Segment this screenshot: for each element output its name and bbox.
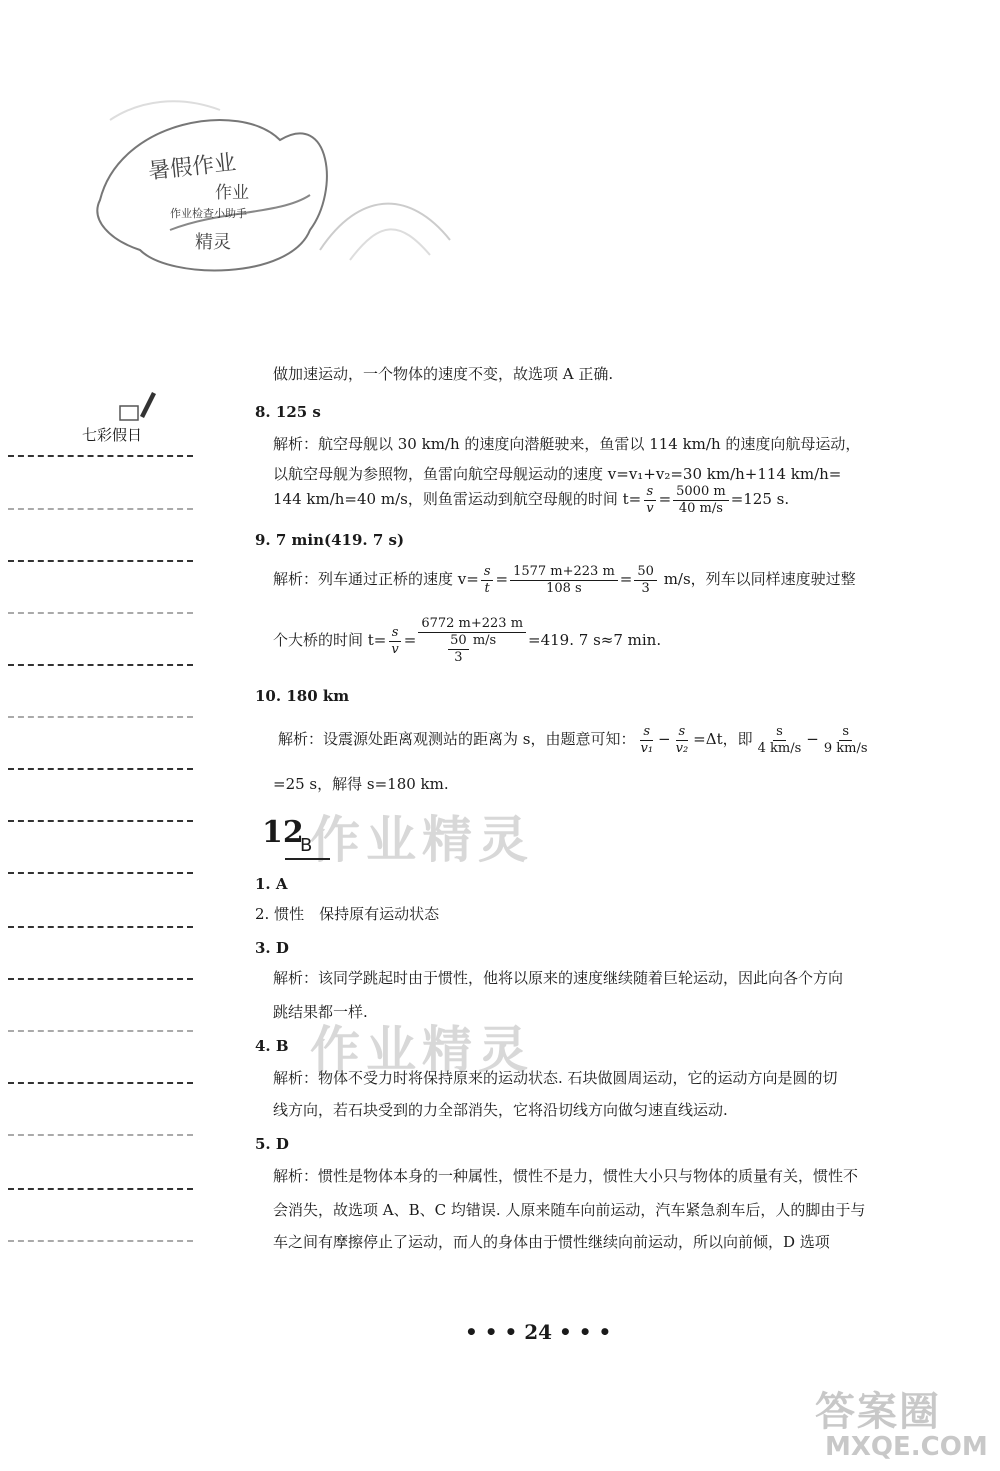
b2-answer: 2. 惯性 保持原有运动状态 <box>255 905 440 923</box>
q9-line1-text: 解析：列车通过正桥的速度 v= <box>273 570 479 588</box>
q9-line2-text: 个大桥的时间 t= <box>273 631 387 649</box>
dash-rule <box>8 612 193 614</box>
dash-rule <box>8 508 193 510</box>
q9-answer: 9. 7 min(419. 7 s) <box>255 531 405 549</box>
fraction-speed: $\frac{1577 m+223 m}{108 s}$ <box>510 564 618 597</box>
dash-rule <box>8 820 193 822</box>
b5-line3: 车之间有摩擦停止了运动，而人的身体由于惯性继续向前运动，所以向前倾，D 选项 <box>273 1233 830 1251</box>
b4-line2: 线方向，若石块受到的力全部消失，它将沿切线方向做匀速直线运动. <box>273 1101 728 1119</box>
dash-rule <box>8 1030 193 1032</box>
b4-answer: 4. B <box>255 1037 289 1055</box>
stamp-subtitle: 作业 <box>215 183 249 203</box>
dash-rule <box>8 716 193 718</box>
q9-line2: 个大桥的时间 t= $\frac{s}{v}$ = 6772 m+223 m $\frac{50}{3}$ m/s =419. 7 s≈7 min. <box>273 616 662 665</box>
q9-line1-tail: m/s，列车以同样速度驶过整 <box>663 570 856 588</box>
q9-line1: 解析：列车通过正桥的速度 v= $\frac{s}{t}$ = $\frac{1577 m+223 m}{108 s}$ = $\frac{50}{3}$ m/s，列车以同样速度驶过整 <box>273 563 856 596</box>
section-underline <box>285 858 330 860</box>
section-number: 12 <box>262 815 304 850</box>
dash-rule <box>8 560 193 562</box>
stamp-tagline: 作业检查小助手 <box>170 207 247 220</box>
b5-line1: 解析：惯性是物体本身的一种属性，惯性不是力，惯性大小只与物体的质量有关，惯性不 <box>273 1167 859 1185</box>
site-logo-url: MXQE.COM <box>825 1432 988 1462</box>
watermark: 作业精灵 <box>310 1021 534 1079</box>
b4-line1: 解析：物体不受力时将保持原来的运动状态. 石块做圆周运动，它的运动方向是圆的切 <box>273 1069 838 1087</box>
q10-line2: =25 s，解得 s=180 km. <box>273 775 449 793</box>
dash-rule <box>8 1082 193 1084</box>
dash-rule <box>8 1188 193 1190</box>
q8-line3-text: 144 km/h=40 m/s，则鱼雷运动到航空母舰的时间 t= <box>273 490 642 508</box>
b5-answer: 5. D <box>255 1135 289 1153</box>
stamp-graphic <box>80 80 460 290</box>
stamp-name: 精灵 <box>195 232 231 253</box>
dash-rule <box>8 872 193 874</box>
dash-rule <box>8 768 193 770</box>
intro-line: 做加速运动，一个物体的速度不变，故选项 A 正确. <box>273 365 614 383</box>
b1-answer: 1. A <box>255 875 288 893</box>
q8-line3: 144 km/h=40 m/s，则鱼雷运动到航空母舰的时间 t= $\frac{s}{v}$ = $\frac{5000 m}{40 m/s}$ =125 s. <box>273 483 790 516</box>
fraction-bridge-time: 6772 m+223 m $\frac{50}{3}$ m/s <box>418 616 526 666</box>
q10-answer: 10. 180 km <box>255 687 350 705</box>
dash-rule <box>8 978 193 980</box>
dash-rule <box>8 926 193 928</box>
fraction-s-over-4: $\frac{s}{4 km/s}$ <box>757 723 802 756</box>
fraction-time: $\frac{5000 m}{40 m/s}$ <box>673 484 729 517</box>
q10-mid: =Δt，即 <box>693 730 753 748</box>
pencil-icon <box>118 388 158 424</box>
fraction-s-over-v2: $\frac{s}{\text{v₂}}$ <box>675 723 689 756</box>
b3-line2: 跳结果都一样. <box>273 1003 368 1021</box>
dash-rule <box>8 1240 193 1242</box>
dash-rule <box>8 1134 193 1136</box>
q10-line1: 解析：设震源处距离观测站的距离为 s，由题意可知： $\frac{s}{\text{v₁}}$ − $\frac{s}{\text{v₂}}$ =Δt，即 $\frac{s}{4 km/s}$ − $\frac{s}{9 km/s}$ <box>278 716 873 762</box>
fraction-s-over-v: $\frac{s}{v}$ <box>643 484 656 517</box>
q9-result: =419. 7 s≈7 min. <box>528 631 662 649</box>
q8-answer: 8. 125 s <box>255 403 321 421</box>
sidebar-label: 七彩假日 <box>82 426 143 444</box>
stamp-title: 暑假作业 <box>147 150 238 185</box>
fraction-s-over-v1: $\frac{s}{\text{v₁}}$ <box>640 723 654 756</box>
fraction-s-over-9: $\frac{s}{9 km/s}$ <box>823 723 868 756</box>
dash-rule <box>8 664 193 666</box>
q10-line1-text: 解析：设震源处距离观测站的距离为 s，由题意可知： <box>278 730 636 748</box>
b5-line2: 会消失，故选项 A、B、C 均错误. 人原来随车向前运动，汽车紧急刹车后，人的脚由于与 <box>273 1201 866 1219</box>
b3-line1: 解析：该同学跳起时由于惯性，他将以原来的速度继续随着巨轮运动，因此向各个方向 <box>273 969 844 987</box>
section-letter: B <box>300 835 313 856</box>
q8-line1: 解析：航空母舰以 30 km/h 的速度向潜艇驶来，鱼雷以 114 km/h 的速度向航母运动， <box>273 435 861 453</box>
q8-result: =125 s. <box>730 490 790 508</box>
site-logo: 答案圈 <box>815 1389 941 1435</box>
b3-answer: 3. D <box>255 939 289 957</box>
q8-line2: 以航空母舰为参照物，鱼雷向航空母舰运动的速度 v=v₁+v₂=30 km/h+114 km/h= <box>273 465 842 483</box>
fraction-s-over-t: $\frac{s}{t}$ <box>481 564 494 597</box>
page-number: • • • 24 • • • <box>465 1320 612 1344</box>
watermark: 作业精灵 <box>310 811 534 869</box>
fraction-50-3: $\frac{50}{3}$ <box>634 564 657 597</box>
fraction-s-over-v: $\frac{s}{v}$ <box>388 625 401 658</box>
dash-rule <box>8 455 193 457</box>
